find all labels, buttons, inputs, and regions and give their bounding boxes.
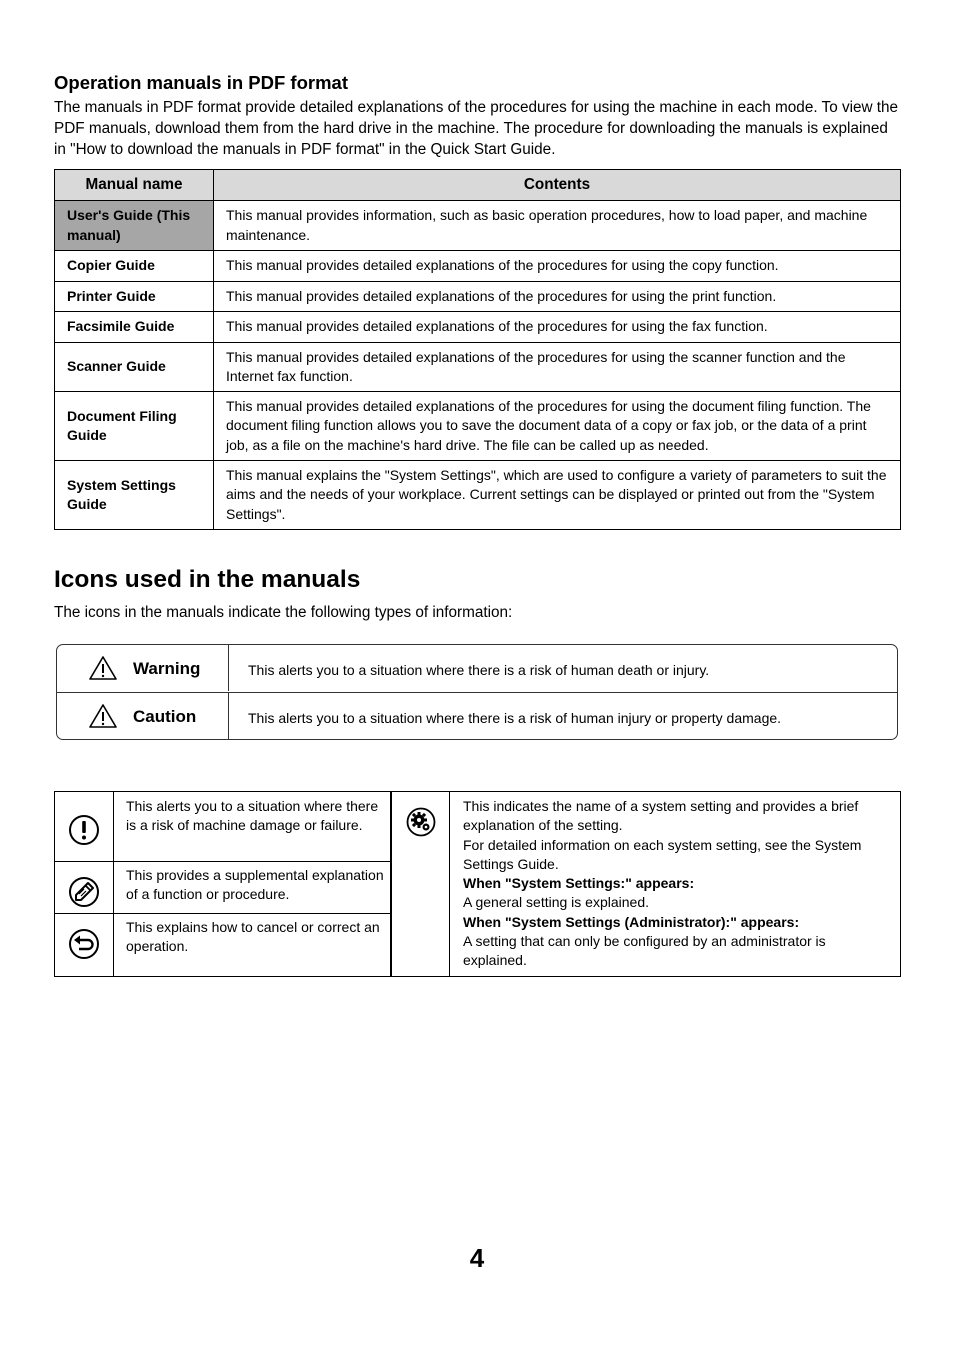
table-row	[55, 461, 901, 530]
pencil-circle-icon	[68, 876, 100, 908]
hazard-row-caution	[57, 692, 897, 739]
gear-icon	[406, 807, 436, 837]
manual-contents-cell: This manual explains the "System Settings", which are used to configure a variety of parameters to suit the aims and the needs of your workplace. Current settings can be displayed or printed out from the "System Settings".	[214, 461, 901, 530]
hazard-label: Caution	[133, 707, 197, 726]
manuals-table	[54, 169, 901, 530]
manual-name-cell: System Settings Guide	[55, 461, 214, 530]
table-header-row	[55, 170, 901, 201]
divider	[390, 792, 392, 976]
divider	[55, 861, 391, 862]
section-intro: The manuals in PDF format provide detailed explanations of the procedures for using the machine in each mode. To view the PDF manuals, download them from the hard drive in the machine. The procedure for downloading the manuals is explained in "How to download the manuals in PDF format" in the Quick Start Guide.	[54, 99, 899, 158]
manual-name-cell: Printer Guide	[55, 282, 214, 312]
icon-description: This explains how to cancel or correct an operation.	[126, 919, 380, 955]
column-header-contents: Contents	[214, 170, 901, 201]
table-row	[55, 282, 901, 312]
icons-intro: The icons in the manuals indicate the following types of information:	[54, 604, 513, 621]
system-settings-line2: For detailed information on each system setting, see the System Settings Guide.	[463, 836, 862, 872]
system-settings-general-label: When "System Settings:" appears:	[463, 875, 695, 892]
manual-name-cell: Document Filing Guide	[55, 392, 214, 461]
return-arrow-icon	[68, 928, 100, 960]
manual-contents-cell: This manual provides detailed explanations of the procedures for using the print function.	[214, 282, 901, 312]
system-settings-admin-text: A setting that can only be configured by an administrator is explained.	[463, 933, 826, 969]
hazard-box	[56, 644, 898, 740]
system-settings-admin-label: When "System Settings (Administrator):" appears:	[463, 913, 800, 930]
column-header-manual-name: Manual name	[55, 170, 214, 201]
hazard-text: This alerts you to a situation where there is a risk of human injury or property damage.	[248, 710, 782, 726]
icons-heading: Icons used in the manuals	[54, 566, 361, 593]
manual-contents-cell: This manual provides information, such as basic operation procedures, how to load paper, and machine maintenance.	[214, 201, 901, 251]
manual-name-cell: Copier Guide	[55, 251, 214, 282]
system-settings-general-text: A general setting is explained.	[463, 894, 650, 911]
page-number: 4	[469, 1243, 485, 1273]
icon-description: This alerts you to a situation where there is a risk of machine damage or failure.	[126, 798, 379, 834]
manual-contents-cell: This manual provides detailed explanations of the procedures for using the fax function.	[214, 312, 901, 343]
icons-table	[54, 791, 901, 977]
manual-contents-cell: This manual provides detailed explanations of the procedures for using the document filing function. The document filing function allows you to save the document data of a copy or fax job, or the data of a print job, as a file on the machine's hard drive. The file can be called up as needed.	[214, 392, 901, 461]
divider	[55, 913, 391, 914]
manual-name-cell: User's Guide (This manual)	[55, 201, 214, 251]
table-row	[55, 392, 901, 461]
table-row	[55, 251, 901, 282]
table-row	[55, 201, 901, 251]
exclamation-circle-icon	[68, 814, 100, 846]
manual-name-cell: Facsimile Guide	[55, 312, 214, 343]
warning-triangle-icon	[88, 655, 118, 681]
manual-contents-cell: This manual provides detailed explanations of the procedures for using the copy function.	[214, 251, 901, 282]
hazard-label: Warning	[133, 659, 201, 678]
table-row	[55, 312, 901, 343]
system-settings-line1: This indicates the name of a system setting and provides a brief explanation of the setting.	[463, 798, 859, 834]
warning-triangle-icon	[88, 703, 118, 729]
table-row	[55, 343, 901, 392]
icon-description: This provides a supplemental explanation of a function or procedure.	[126, 867, 384, 903]
manual-name-cell: Scanner Guide	[55, 343, 214, 392]
manual-contents-cell: This manual provides detailed explanations of the procedures for using the scanner function and the Internet fax function.	[214, 343, 901, 392]
hazard-text: This alerts you to a situation where there is a risk of human death or injury.	[248, 662, 710, 678]
hazard-row-warning	[57, 645, 897, 691]
hazard-label-cell	[57, 645, 229, 691]
section-heading: Operation manuals in PDF format	[54, 72, 348, 93]
system-settings-description	[463, 797, 893, 971]
divider	[449, 792, 450, 976]
divider	[113, 792, 114, 976]
hazard-label-cell	[57, 693, 229, 739]
